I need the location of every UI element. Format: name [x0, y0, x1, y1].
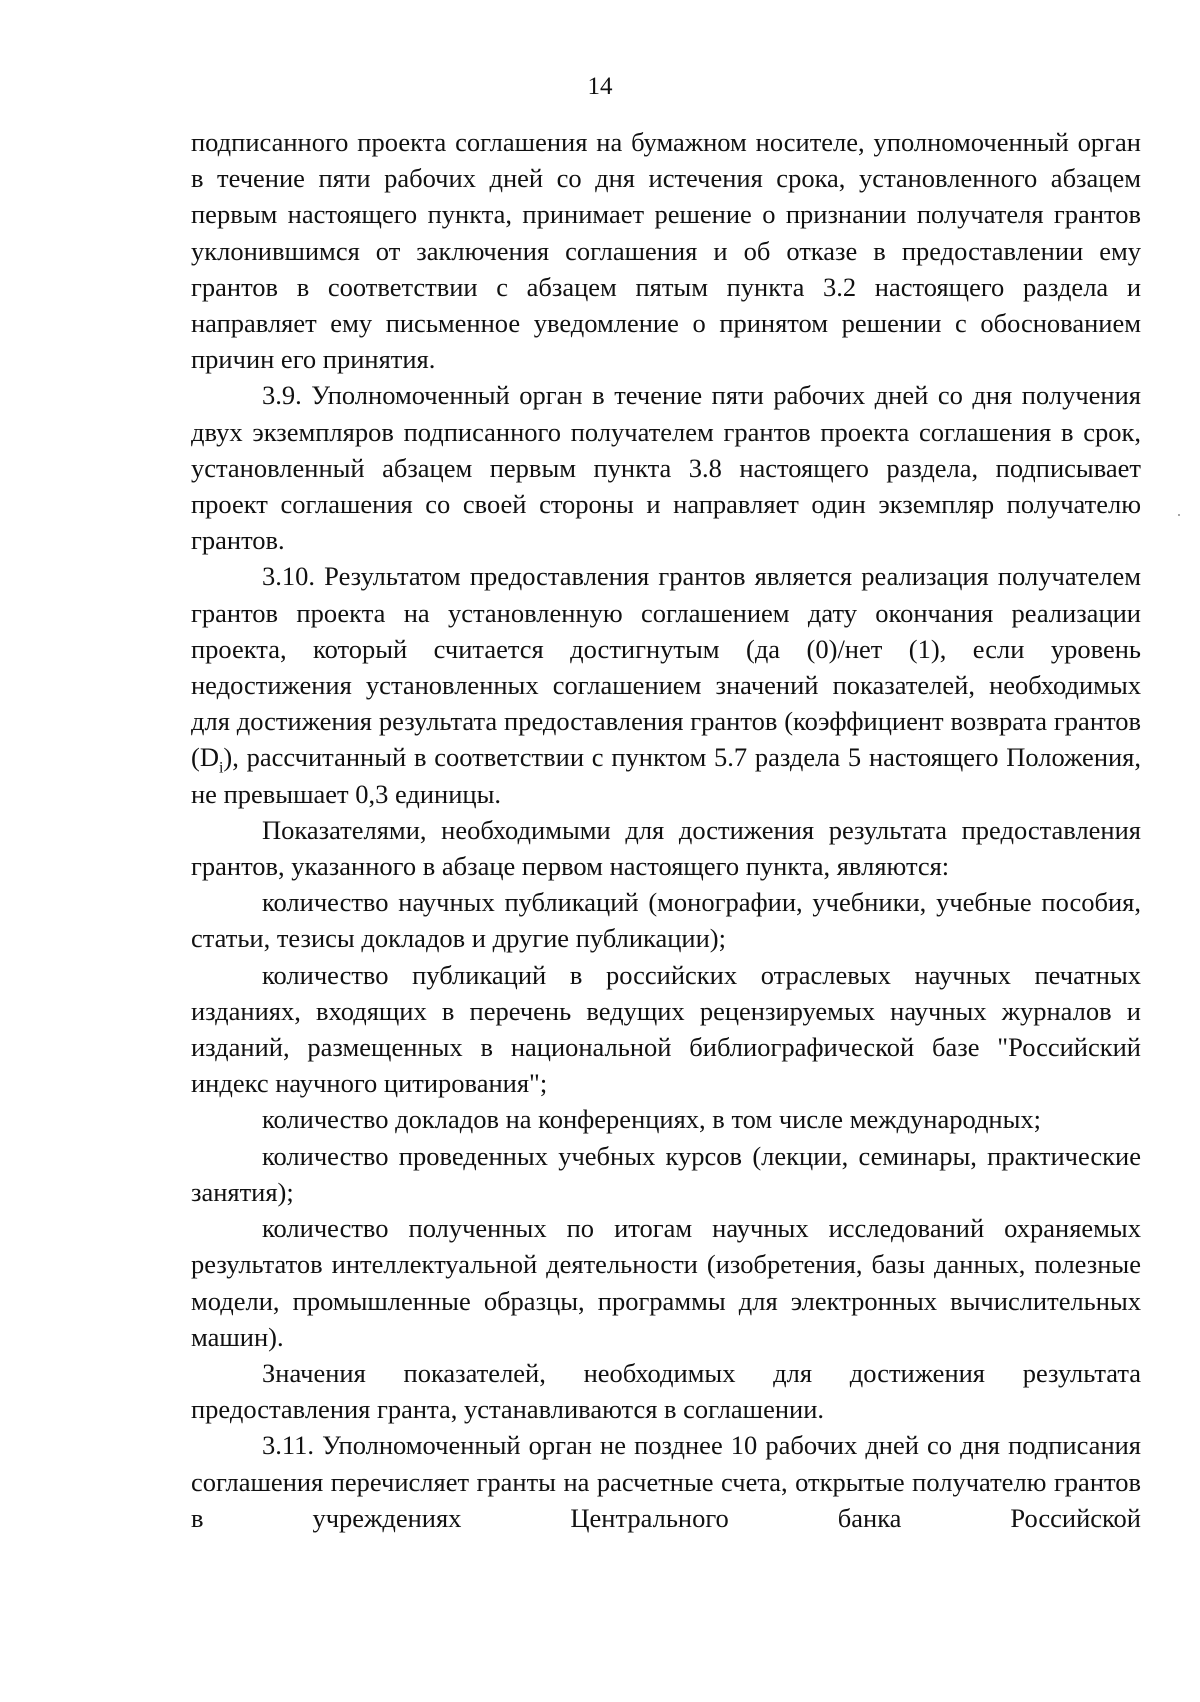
list-item-intellectual-property: количество полученных по итогам научных исследований охраняемых результатов интеллектуальной деятельности (изобретения, базы данных, полезные модели, промышленные образцы, программы для электронных вычислительных машин).	[191, 1213, 1141, 1352]
scan-speck	[1178, 514, 1180, 516]
list-item-training-courses: количество проведенных учебных курсов (лекции, семинары, практические занятия);	[191, 1140, 1141, 1207]
paragraph-3-9: 3.9. Уполномоченный орган в течение пяти рабочих дней со дня получения двух экземпляров подписанного получателем грантов проекта соглашения в срок, установленный абзацем первым пункта 3.8 настоящего раздела, подписывает проект соглашения со своей стороны и направляет один экземпляр получателю грантов.	[191, 380, 1141, 556]
paragraph-3-10	[191, 558, 1141, 811]
paragraph-3-11: 3.11. Уполномоченный орган не позднее 10 рабочих дней со дня подписания соглашения перечисляет гранты на расчетные счета, открытые получателю грантов в учреждениях Центрального банка Российской	[191, 1430, 1141, 1533]
paragraph-indicator-values: Значения показателей, необходимых для достижения результата предоставления гранта, устанавливаются в соглашении.	[191, 1357, 1141, 1425]
list-item-rinc-publications: количество публикаций в российских отраслевых научных печатных изданиях, входящих в перечень ведущих рецензируемых научных журналов и изданий, размещенных в национальной библиографической базе "Российский индекс научного цитирования";	[191, 959, 1141, 1099]
paragraph-3-10-text-end: ), рассчитанный в соответствии с пунктом 5.7 раздела 5 настоящего Положения, не превышает 0,3 единицы.	[191, 742, 1141, 809]
document-body	[191, 124, 1141, 1536]
paragraph-3-10-text-start: 3.10. Результатом предоставления грантов является реализация получателем грантов проекта на установленную соглашением дату окончания реализации проекта, который считается достигнутым (да (0)/нет (1), если уровень недостижения установленных соглашением значений показателей, необходимых для достижения результата предоставления грантов (коэффициент возврата грантов (D	[191, 561, 1141, 773]
paragraph-indicators-intro: Показателями, необходимыми для достижения результата предоставления грантов, указанного в абзаце первом настоящего пункта, являются:	[191, 814, 1141, 882]
paragraph-decision-refusal: подписанного проекта соглашения на бумажном носителе, уполномоченный орган в течение пяти рабочих дней со дня истечения срока, установленного абзацем первым настоящего пункта, принимает решение о признании получателя грантов уклонившимся от заключения соглашения и об отказе в предоставлении ему грантов в соответствии с абзацем пятым пункта 3.2 настоящего раздела и направляет ему письменное уведомление о принятом решении с обоснованием причин его принятия.	[191, 127, 1141, 375]
list-item-conference-reports: количество докладов на конференциях, в том числе международных;	[262, 1104, 1042, 1135]
coefficient-subscript: i	[218, 759, 224, 777]
list-item-publications: количество научных публикаций (монографии, учебники, учебные пособия, статьи, тезисы докладов и другие публикации);	[191, 887, 1141, 954]
page-number: 14	[587, 73, 613, 100]
